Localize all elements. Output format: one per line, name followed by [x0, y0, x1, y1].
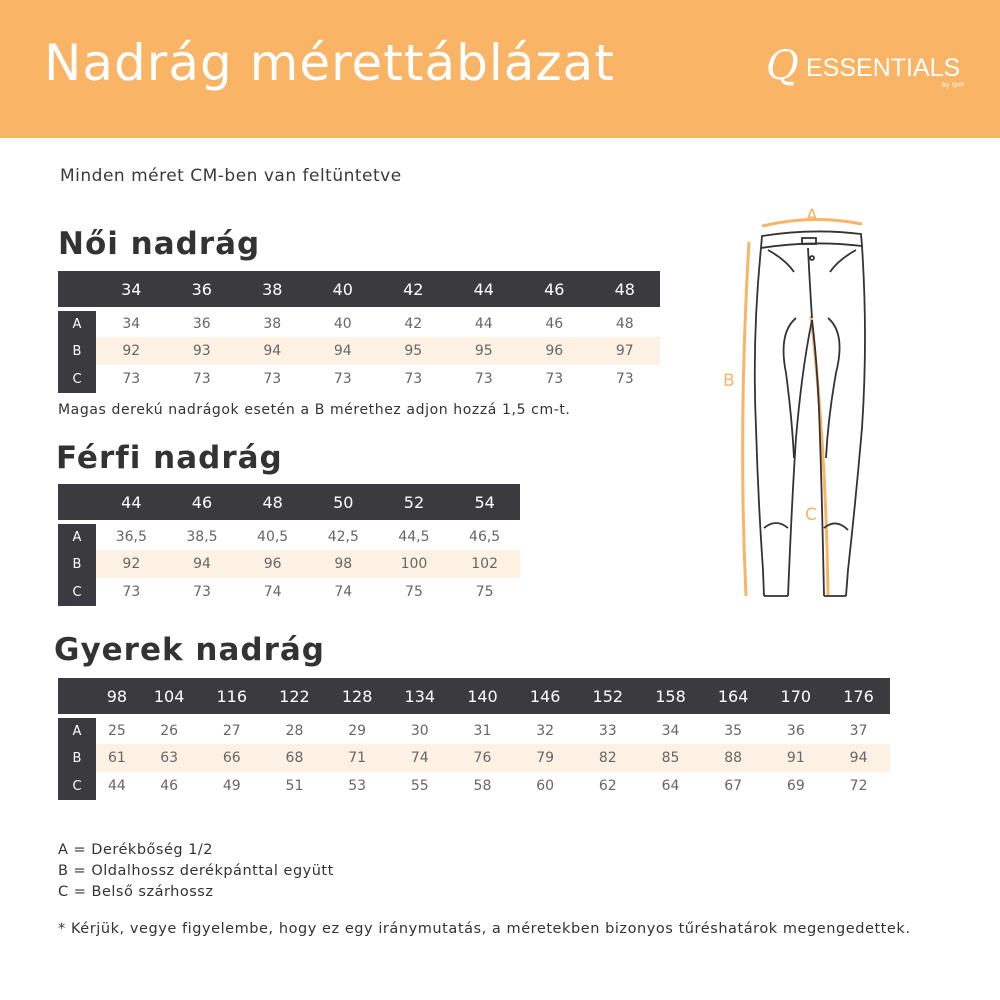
- size-header-cell: 128: [326, 678, 389, 716]
- measurement-cell: 92: [96, 337, 167, 365]
- measurement-cell: 37: [827, 716, 890, 744]
- measurement-cell: 69: [786, 778, 805, 794]
- measurement-cell: 38,5: [167, 522, 238, 550]
- table-header-row: [58, 678, 890, 716]
- measurement-cell: 94: [237, 337, 308, 365]
- measurement-cell: 97: [590, 337, 661, 365]
- measurement-cell: 42: [378, 309, 449, 337]
- trousers-diagram: [716, 198, 866, 603]
- measurement-cell: 82: [576, 744, 639, 772]
- measurement-cell: 30: [388, 716, 451, 744]
- measurement-cell: 79: [514, 744, 577, 772]
- measurement-cell: 53: [348, 778, 367, 794]
- table-header-row: [58, 271, 660, 309]
- row-label-cell: A: [58, 716, 96, 744]
- size-header-cell: 134: [388, 678, 451, 716]
- size-header-cell: 152: [576, 678, 639, 716]
- size-header-cell: 176: [827, 678, 890, 716]
- measurement-cell: 100: [379, 550, 450, 578]
- table-row: [58, 550, 520, 578]
- size-header-cell: 122: [263, 678, 326, 716]
- measurement-cell: 44: [107, 778, 126, 794]
- measurement-cell: 73: [263, 371, 282, 387]
- measurement-cell: 44: [449, 309, 520, 337]
- measurement-cell: 49: [222, 778, 241, 794]
- size-header-cell: 48: [590, 271, 661, 309]
- measurement-cell: 76: [451, 744, 514, 772]
- measurement-cell: 61: [96, 744, 138, 772]
- row-label-cell: B: [58, 744, 96, 772]
- table-row: [58, 716, 890, 744]
- measurement-cell: 25: [96, 716, 138, 744]
- size-header-cell: 50: [308, 484, 379, 522]
- measurement-cell: 92: [96, 550, 167, 578]
- measurement-cell: 36: [764, 716, 827, 744]
- kids-size-table: [58, 678, 890, 800]
- units-note: Minden méret CM-ben van feltüntetve: [60, 166, 402, 186]
- header-banner: [0, 0, 1000, 138]
- measurement-cell: 27: [200, 716, 263, 744]
- measurement-cell: 28: [263, 716, 326, 744]
- table-header-row: [58, 484, 520, 522]
- measurement-cell: 73: [122, 371, 141, 387]
- measurement-cell: 42,5: [308, 522, 379, 550]
- label-c: C: [805, 505, 817, 525]
- table-row: [58, 337, 660, 365]
- measurement-cell: 73: [404, 371, 423, 387]
- measurement-cell: 98: [308, 550, 379, 578]
- trousers-outline: [755, 231, 865, 596]
- measurement-cell: 36,5: [96, 522, 167, 550]
- measurement-cell: 71: [326, 744, 389, 772]
- logo-byline: By QHP: [942, 82, 965, 89]
- measurement-cell: 96: [519, 337, 590, 365]
- row-label-cell: C: [58, 772, 96, 800]
- row-label-cell: C: [58, 365, 96, 393]
- size-header-cell: 52: [379, 484, 450, 522]
- measurement-cell: 94: [827, 744, 890, 772]
- legend-b: B = Oldalhossz derékpánttal együtt: [58, 863, 334, 879]
- legend: [58, 840, 334, 903]
- brand-logo: [766, 43, 976, 96]
- size-header-cell: 38: [237, 271, 308, 309]
- size-header-cell: 140: [451, 678, 514, 716]
- legend-a: A = Derékbőség 1/2: [58, 842, 214, 858]
- size-header-cell: 36: [167, 271, 238, 309]
- measurement-cell: 38: [237, 309, 308, 337]
- measurement-cell: 46,5: [449, 522, 520, 550]
- measurement-cell: 72: [849, 778, 868, 794]
- row-label-cell: B: [58, 337, 96, 365]
- logo-q: Q: [766, 43, 799, 89]
- row-label-cell: C: [58, 578, 96, 606]
- label-a: A: [806, 206, 818, 226]
- measurement-cell: 74: [334, 584, 353, 600]
- page-title: Nadrág mérettáblázat: [44, 34, 615, 92]
- measurement-cell: 93: [167, 337, 238, 365]
- measurement-cell: 102: [449, 550, 520, 578]
- measurement-cell: 62: [598, 778, 617, 794]
- men-section-title: Férfi nadrág: [56, 440, 283, 476]
- measurement-cell: 60: [536, 778, 555, 794]
- measurement-cell: 73: [615, 371, 634, 387]
- size-header-cell: 116: [200, 678, 263, 716]
- size-header-cell: 164: [702, 678, 765, 716]
- measurement-cell: 73: [545, 371, 564, 387]
- measurement-cell: 74: [388, 744, 451, 772]
- measurement-cell: 34: [96, 309, 167, 337]
- size-header-cell: 104: [138, 678, 201, 716]
- measurement-cell: 33: [576, 716, 639, 744]
- measurement-cell: 58: [473, 778, 492, 794]
- measurement-cell: 68: [263, 744, 326, 772]
- measurement-cell: 51: [285, 778, 304, 794]
- measurement-cell: 73: [333, 371, 352, 387]
- table-row: [58, 744, 890, 772]
- measurement-cell: 44,5: [379, 522, 450, 550]
- high-waist-note: Magas derekú nadrágok esetén a B mérethez adjon hozzá 1,5 cm-t.: [58, 402, 571, 418]
- measurement-cell: 95: [449, 337, 520, 365]
- measurement-cell: 34: [639, 716, 702, 744]
- size-header-cell: 146: [514, 678, 577, 716]
- size-header-cell: 170: [764, 678, 827, 716]
- measurement-cell: 88: [702, 744, 765, 772]
- measurement-cell: 66: [200, 744, 263, 772]
- header-corner-cell: [58, 271, 96, 309]
- label-b: B: [723, 371, 735, 391]
- measurement-cell: 74: [263, 584, 282, 600]
- footnote: * Kérjük, vegye figyelembe, hogy ez egy iránymutatás, a méretekben bizonyos tűréshatárok megengedettek.: [58, 921, 911, 937]
- measurement-cell: 36: [167, 309, 238, 337]
- measurement-cell: 46: [519, 309, 590, 337]
- size-header-cell: 98: [96, 678, 138, 716]
- logo-wordmark: ESSENTIALS: [806, 54, 961, 82]
- table-row: [58, 772, 890, 800]
- size-header-cell: 42: [378, 271, 449, 309]
- measurement-cell: 94: [308, 337, 379, 365]
- legend-c: C = Belső szárhossz: [58, 884, 214, 900]
- measurement-cell: 35: [702, 716, 765, 744]
- row-label-cell: A: [58, 522, 96, 550]
- measure-b-line: [743, 242, 749, 596]
- measurement-cell: 94: [167, 550, 238, 578]
- measurement-cell: 75: [475, 584, 494, 600]
- measurement-cell: 40: [308, 309, 379, 337]
- size-header-cell: 44: [96, 484, 167, 522]
- men-size-table: [58, 484, 520, 606]
- measurement-cell: 40,5: [237, 522, 308, 550]
- kids-section-title: Gyerek nadrág: [54, 632, 325, 668]
- women-section-title: Női nadrág: [58, 226, 261, 262]
- measurement-cell: 55: [410, 778, 429, 794]
- table-row: [58, 309, 660, 337]
- measurement-cell: 67: [724, 778, 743, 794]
- measurement-cell: 46: [160, 778, 179, 794]
- size-header-cell: 48: [237, 484, 308, 522]
- measurement-cell: 91: [764, 744, 827, 772]
- measurement-cell: 85: [639, 744, 702, 772]
- measurement-cell: 96: [237, 550, 308, 578]
- size-header-cell: 54: [449, 484, 520, 522]
- table-row: [58, 522, 520, 550]
- measurement-cell: 73: [474, 371, 493, 387]
- size-header-cell: 46: [167, 484, 238, 522]
- size-header-cell: 46: [519, 271, 590, 309]
- table-row: [58, 365, 660, 393]
- measurement-cell: 63: [138, 744, 201, 772]
- header-corner-cell: [58, 484, 96, 522]
- measurement-cell: 29: [326, 716, 389, 744]
- trousers-illustration: [716, 198, 866, 603]
- table-row: [58, 578, 520, 606]
- row-label-cell: B: [58, 550, 96, 578]
- measurement-cell: 64: [661, 778, 680, 794]
- measurement-cell: 26: [138, 716, 201, 744]
- size-header-cell: 44: [449, 271, 520, 309]
- header-corner-cell: [58, 678, 96, 716]
- measurement-cell: 73: [193, 584, 211, 600]
- women-size-table: [58, 271, 660, 393]
- measurement-cell: 31: [451, 716, 514, 744]
- measurement-cell: 48: [590, 309, 661, 337]
- measurement-cell: 73: [192, 371, 211, 387]
- measurement-cell: 75: [405, 584, 423, 600]
- measurement-cell: 95: [378, 337, 449, 365]
- size-header-cell: 34: [96, 271, 167, 309]
- measurement-cell: 32: [514, 716, 577, 744]
- size-header-cell: 40: [308, 271, 379, 309]
- row-label-cell: A: [58, 309, 96, 337]
- measurement-cell: 73: [122, 584, 141, 600]
- size-header-cell: 158: [639, 678, 702, 716]
